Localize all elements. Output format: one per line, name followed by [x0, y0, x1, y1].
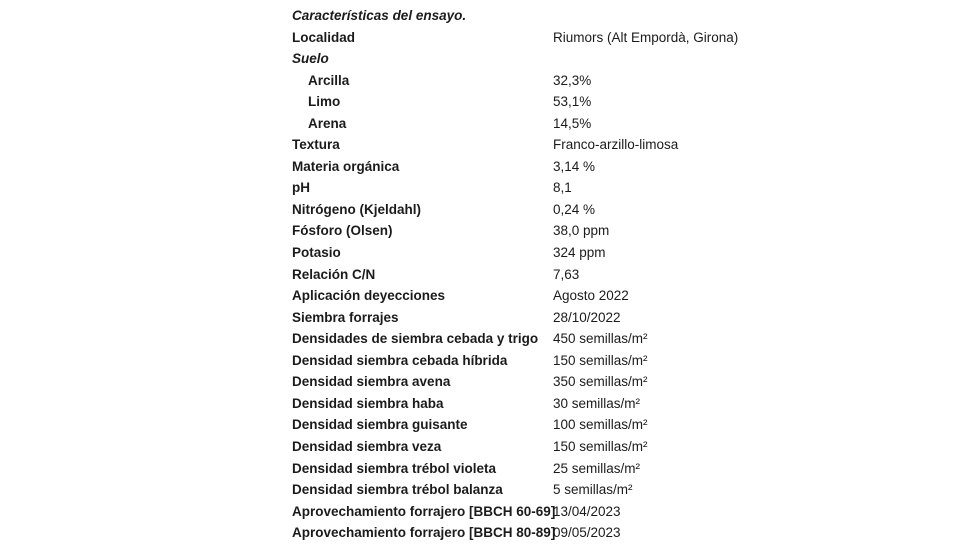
table-row	[292, 48, 912, 70]
row-label: Materia orgánica	[292, 158, 400, 174]
row-value: 450 semillas/m²	[553, 331, 648, 347]
row-label: Textura	[292, 137, 340, 153]
row-label: Densidad siembra trébol violeta	[292, 460, 497, 476]
row-value: 53,1%	[553, 94, 592, 110]
row-label: Arcilla	[308, 72, 350, 88]
row-value: 8,1	[553, 180, 572, 196]
row-value: 350 semillas/m²	[553, 374, 648, 390]
row-label: Potasio	[292, 245, 341, 261]
table-row	[292, 220, 912, 242]
row-value: 38,0 ppm	[553, 223, 610, 239]
table-row	[292, 501, 912, 523]
table-row	[292, 371, 912, 393]
row-label: Localidad	[292, 29, 356, 45]
row-label: Aplicación deyecciones	[292, 288, 446, 304]
table-row	[292, 264, 912, 286]
table-title: Características del ensayo.	[292, 8, 467, 24]
table-row	[292, 156, 912, 178]
row-label: pH	[292, 180, 310, 196]
row-value: 13/04/2023	[553, 503, 621, 519]
row-label: Aprovechamiento forrajero [BBCH 60-69]	[292, 503, 556, 519]
table-row	[292, 414, 912, 436]
row-value: 09/05/2023	[553, 525, 621, 541]
table-row	[292, 91, 912, 113]
table-row	[292, 70, 912, 92]
table-title-row	[292, 5, 912, 27]
row-label: Densidad siembra veza	[292, 438, 442, 454]
row-label: Densidad siembra haba	[292, 395, 444, 411]
row-label: Densidad siembra guisante	[292, 417, 468, 433]
characteristics-table	[292, 5, 912, 544]
row-value: 30 semillas/m²	[553, 395, 641, 411]
row-value: 100 semillas/m²	[553, 417, 648, 433]
table-row	[292, 457, 912, 479]
table-row	[292, 522, 912, 544]
row-value: 28/10/2022	[553, 309, 621, 325]
row-label: Siembra forrajes	[292, 309, 399, 325]
table-row	[292, 177, 912, 199]
row-label: Densidades de siembra cebada y trigo	[292, 331, 539, 347]
table-row	[292, 328, 912, 350]
row-label: Aprovechamiento forrajero [BBCH 80-89]	[292, 525, 556, 541]
row-label: Fósforo (Olsen)	[292, 223, 393, 239]
row-value: 25 semillas/m²	[553, 460, 641, 476]
table-row	[292, 242, 912, 264]
row-value: Franco-arzillo-limosa	[553, 137, 679, 153]
table-row	[292, 113, 912, 135]
row-value: 0,24 %	[553, 201, 596, 217]
table-row	[292, 350, 912, 372]
row-value: Agosto 2022	[553, 288, 629, 304]
table-row	[292, 285, 912, 307]
table-row	[292, 436, 912, 458]
row-label: Densidad siembra avena	[292, 374, 451, 390]
table-row	[292, 199, 912, 221]
row-value: 3,14 %	[553, 158, 596, 174]
row-value: 32,3%	[553, 72, 592, 88]
table-row	[292, 479, 912, 501]
row-value: 14,5%	[553, 115, 592, 131]
row-label: Densidad siembra cebada híbrida	[292, 352, 508, 368]
row-label: Densidad siembra trébol balanza	[292, 482, 503, 498]
table-row	[292, 134, 912, 156]
table-row	[292, 307, 912, 329]
table-row	[292, 393, 912, 415]
table-row	[292, 27, 912, 49]
row-value: 324 ppm	[553, 245, 606, 261]
row-label: Relación C/N	[292, 266, 376, 282]
row-value: 7,63	[553, 266, 580, 282]
row-value: Riumors (Alt Empordà, Girona)	[553, 29, 739, 45]
row-label: Suelo	[292, 51, 329, 67]
row-value: 150 semillas/m²	[553, 352, 648, 368]
row-label: Limo	[308, 94, 341, 110]
row-value: 5 semillas/m²	[553, 482, 633, 498]
row-label: Arena	[308, 115, 347, 131]
row-value: 150 semillas/m²	[553, 438, 648, 454]
row-label: Nitrógeno (Kjeldahl)	[292, 201, 421, 217]
